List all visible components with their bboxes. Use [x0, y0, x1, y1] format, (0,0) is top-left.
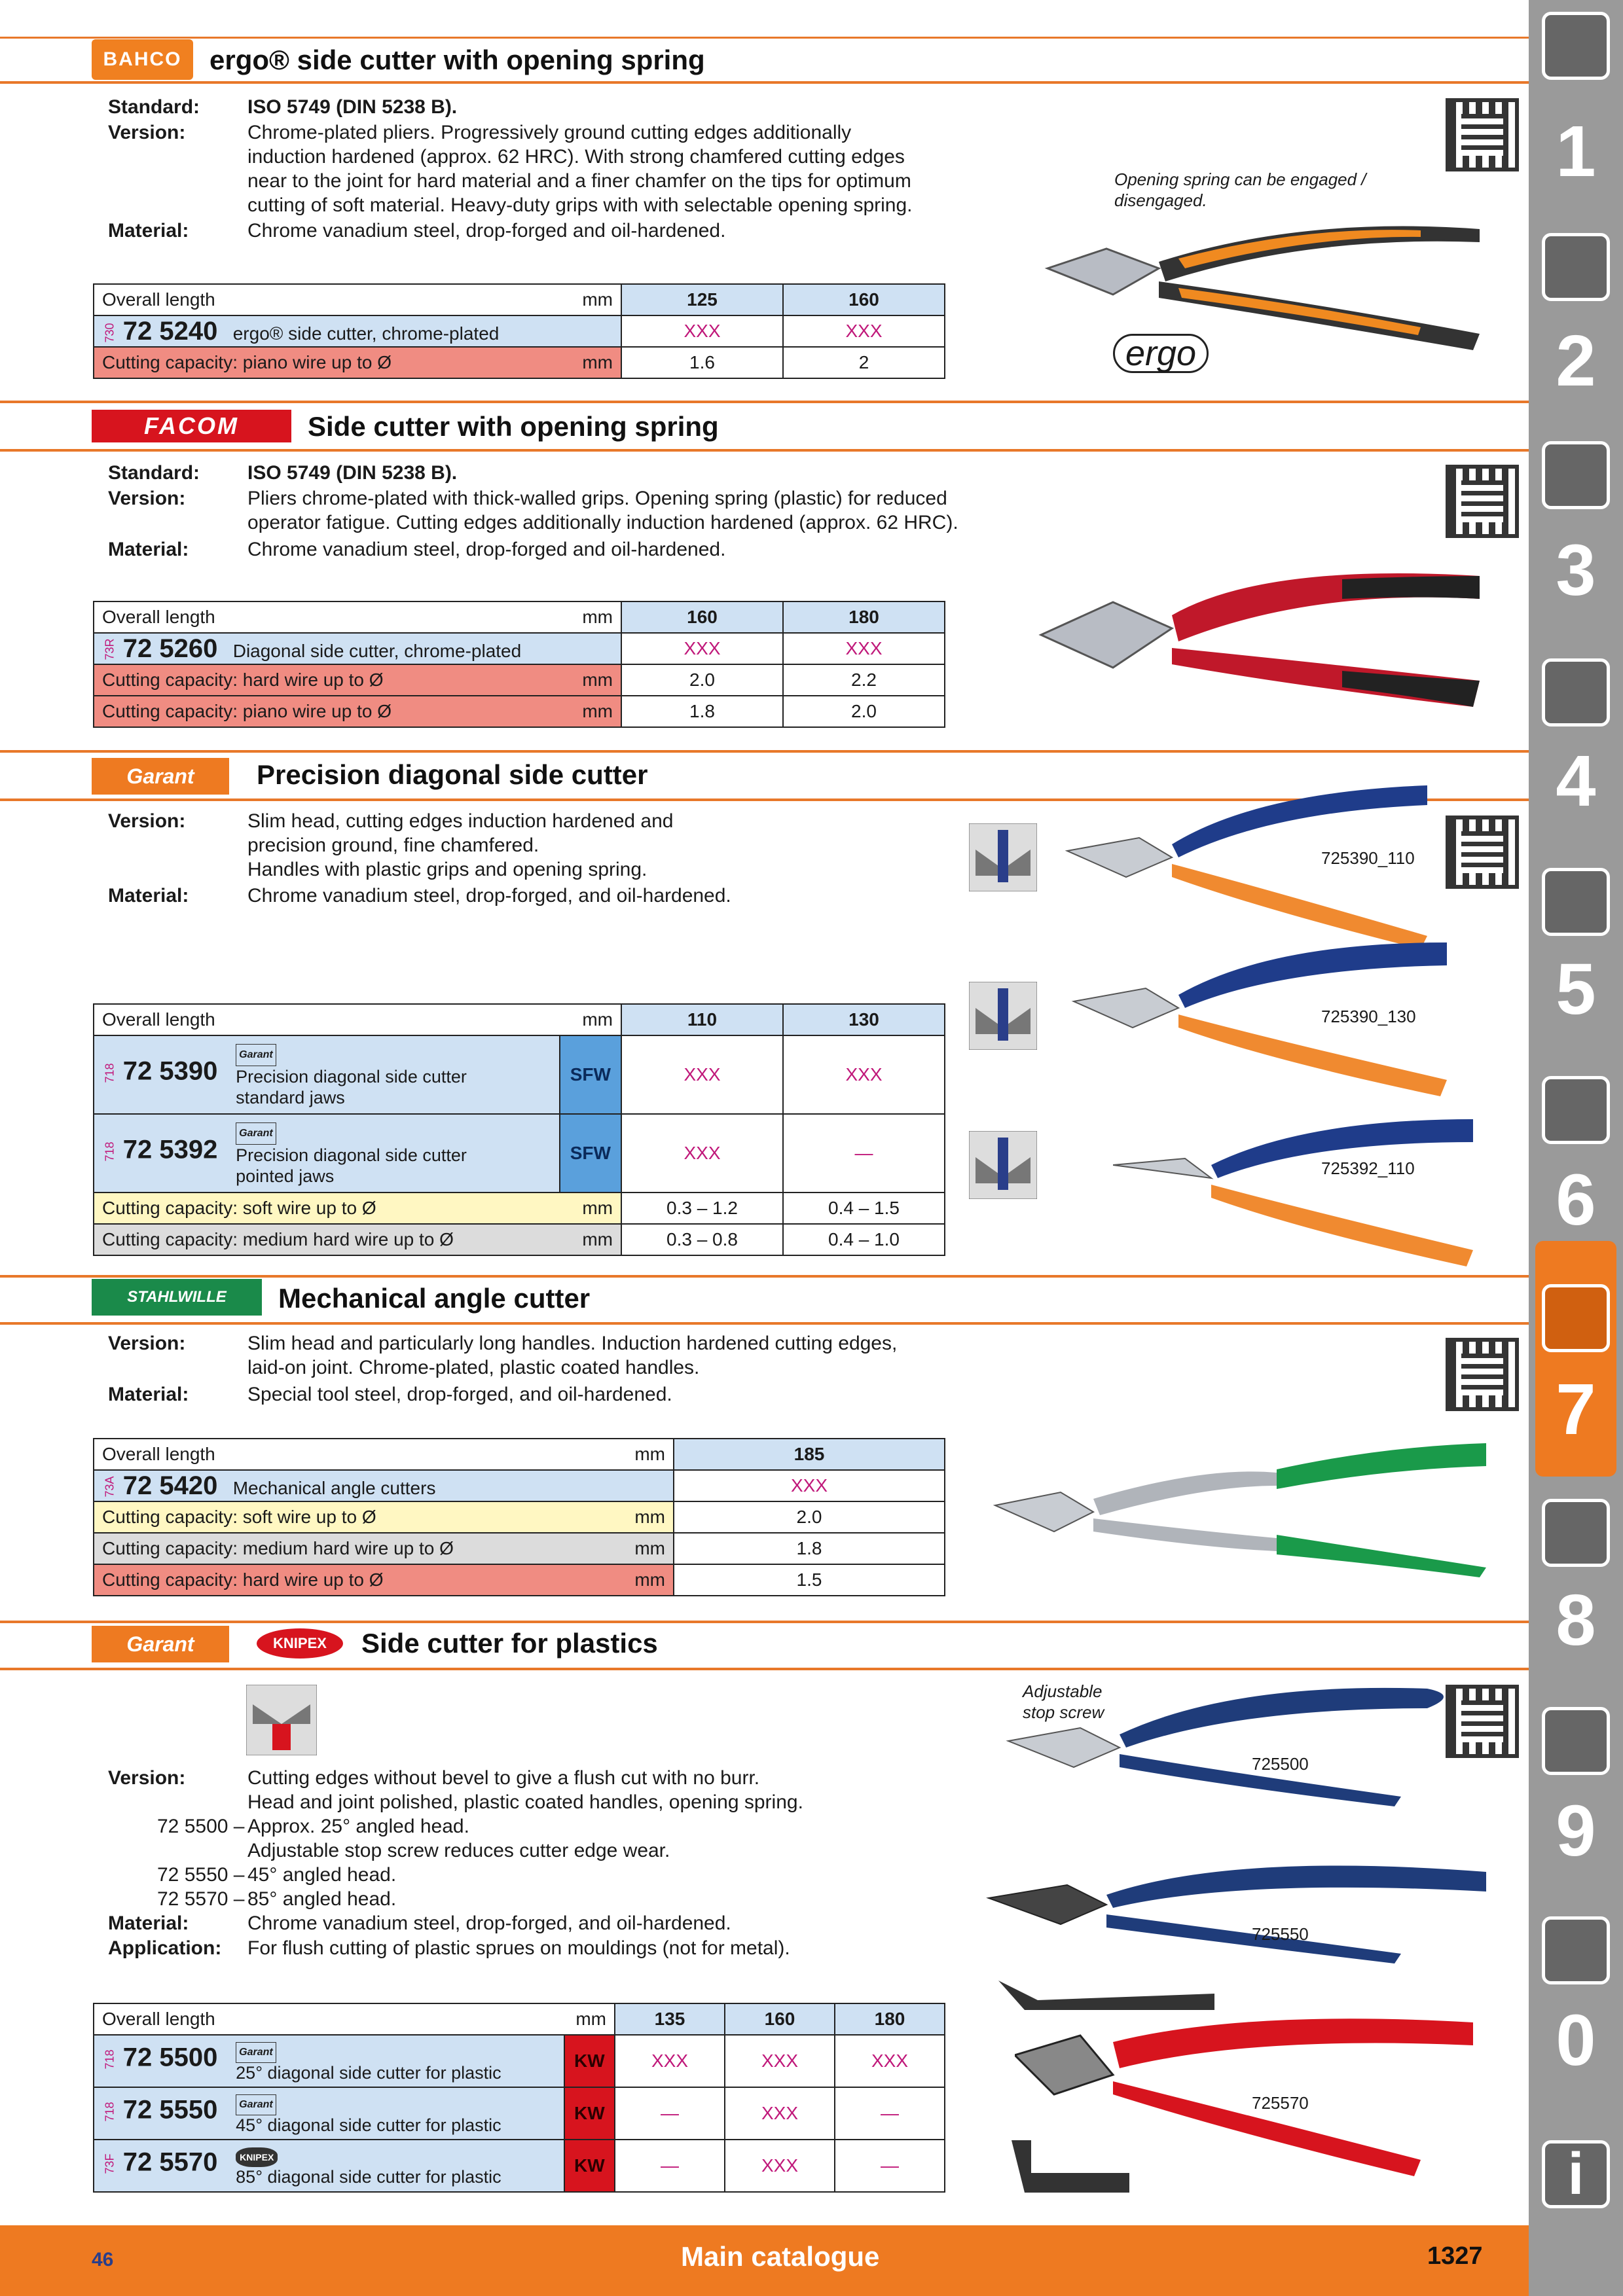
product-table-angle-cutter: Overall length mm 185 73A 72 5420 Mechanical angle cutters XXX Cutting capacity: soft wire up to Ø mm 2.0 Cutting capacity: medium hard wire up to Ø mm 1.8 Cutting capacity: hard wire up to Ø mm 1.5 — [93, 1438, 945, 1596]
image-label: 725392_110 — [1321, 1158, 1415, 1178]
material-label: Material: — [108, 1384, 189, 1405]
section-title-angle-cutter: Mechanical angle cutter — [278, 1283, 591, 1314]
version-label: Version: — [108, 1333, 186, 1354]
chapter-6-tab[interactable]: 6 — [1556, 1160, 1596, 1240]
chapter-4-tab[interactable]: 4 — [1556, 741, 1596, 821]
price-cell: XXX — [783, 633, 945, 664]
variant-key: 72 5570 – — [157, 1888, 245, 1910]
image-label: 725550 — [1252, 1924, 1309, 1944]
chapter-5-tab[interactable]: 5 — [1556, 949, 1596, 1030]
section-divider — [0, 1621, 1529, 1623]
chapter-8-tab[interactable]: 8 — [1556, 1580, 1596, 1660]
version-label: Version: — [108, 1767, 186, 1789]
angle-cutter-image — [989, 1433, 1499, 1577]
version-text: Slim head, cutting edges induction hardened and precision ground, fine chamfered. Handles with plastic grips and opening spring. — [247, 810, 674, 880]
knipex-logo: KNIPEX — [257, 1628, 343, 1659]
section-title-facom-side-cutter: Side cutter with opening spring — [308, 411, 719, 442]
standard-label: Standard: — [108, 96, 200, 118]
table-row[interactable]: 718 72 5500 Garant 25° diagonal side cutter for plastic KW XXX XXX XXX — [94, 2035, 945, 2087]
capacity-row: Cutting capacity: hard wire up to Ø mm 1.5 — [94, 1564, 945, 1596]
price-cell: XXX — [621, 633, 783, 664]
section-divider — [0, 81, 1529, 84]
price-cell: XXX — [621, 315, 783, 347]
jaw-profile-icon — [969, 1131, 1037, 1199]
overall-length-label: Overall length mm — [94, 284, 621, 315]
image-label: 725390_110 — [1321, 848, 1415, 868]
cabinet-icon[interactable] — [1542, 1707, 1610, 1775]
price-cell: XXX — [783, 315, 945, 347]
image-label: 725390_130 — [1321, 1007, 1416, 1026]
version-label: Version: — [108, 810, 186, 832]
version-line: Adjustable stop screw reduces cutter edge wear. — [247, 1840, 670, 1861]
table-row[interactable]: 730 72 5240 ergo® side cutter, chrome-plated XXX XXX — [94, 315, 945, 347]
opening-spring-note: Opening spring can be engaged / disengaged. — [1114, 170, 1366, 210]
table-row[interactable]: 718 72 5390 Garant Precision diagonal side cutter standard jaws SFW XXX XXX — [94, 1035, 945, 1114]
section-divider — [0, 750, 1529, 753]
qr-code-icon[interactable] — [1446, 1338, 1519, 1411]
stahlwille-logo: STAHLWILLE — [92, 1279, 262, 1316]
article-number: 72 5420 — [122, 1471, 218, 1500]
section-divider — [0, 449, 1529, 452]
material-value: Chrome vanadium steel, drop-forged, and oil-hardened. — [247, 885, 731, 906]
plastics-cutter-25-image — [1002, 1676, 1486, 1806]
capacity-row: Cutting capacity: hard wire up to Ø mm 2.0 2.2 — [94, 664, 945, 696]
version-label: Version: — [108, 122, 186, 143]
capacity-row: Cutting capacity: soft wire up to Ø mm 2.0 — [94, 1501, 945, 1533]
section-divider — [0, 401, 1529, 403]
variant-key: 72 5550 – — [157, 1864, 245, 1886]
chapter-7-tab[interactable]: 7 — [1556, 1369, 1596, 1450]
facom-side-cutter-image — [1028, 550, 1499, 713]
version-line: 85° angled head. — [247, 1888, 397, 1910]
capacity-row: Cutting capacity: medium hard wire up to Ø mm 1.8 — [94, 1533, 945, 1564]
product-table-precision: Overall length mm 110 130 718 72 5390 Garant Precision diagonal side cutter standard jaws SFW XXX XXX 718 72 5392 Garant Precision diagonal side cutter pointed jaws SFW XXX — Cutting capacity: soft wire up to Ø mm 0.3 – 1.2 0.4 – 1.5 Cutting capacity: medium hard wire up to Ø mm 0.3 – 0.8 0.4 – 1.0 — [93, 1003, 945, 1256]
precision-cutter-image — [1113, 1113, 1480, 1270]
application-value: For flush cutting of plastic sprues on mouldings (not for metal). — [247, 1937, 790, 1959]
screwdriver-wrench-icon[interactable] — [1542, 1076, 1610, 1144]
table-row[interactable]: 718 72 5392 Garant Precision diagonal side cutter pointed jaws SFW XXX — — [94, 1114, 945, 1193]
section-divider — [0, 37, 1529, 39]
image-label: 725500 — [1252, 1754, 1309, 1774]
product-table-plastics-cutter: Overall length mm 135 160 180 718 72 5500 Garant 25° diagonal side cutter for plastic KW XXX XXX XXX 718 72 5550 Garant 45° diagonal side cutter for plastic KW — XXX — 73F 72 5570 KNIPEX 85° diagonal side cutter for plastic KW — XXX — — [93, 2003, 945, 2193]
flush-cut-profile-icon — [246, 1685, 317, 1755]
size-col: 125 — [621, 284, 783, 315]
section-divider — [0, 1275, 1529, 1278]
section-divider — [0, 1322, 1529, 1325]
material-label: Material: — [108, 220, 189, 242]
chapter-3-tab[interactable]: 3 — [1556, 530, 1596, 611]
version-text: Chrome-plated pliers. Progressively ground cutting edges additionally induction hardened (approx. 62 HRC). With strong chamfered cutting edges near to the joint for hard material and a finer chamfer on the tips for optimum cutting of soft material. Heavy-duty grips with with selectable opening spring. — [247, 122, 913, 216]
qr-code-icon[interactable] — [1446, 98, 1519, 171]
table-row[interactable]: 73F 72 5570 KNIPEX 85° diagonal side cutter for plastic KW — XXX — — [94, 2140, 945, 2192]
article-number: 72 5390 — [122, 1056, 218, 1086]
plastics-cutter-jaw-detail — [1005, 2140, 1136, 2206]
page-number-left: 46 — [92, 2249, 114, 2270]
article-number: 72 5550 — [122, 2095, 218, 2125]
section-title-precision-cutter: Precision diagonal side cutter — [257, 759, 648, 790]
ergo-side-cutter-image — [1028, 190, 1499, 360]
version-line: Approx. 25° angled head. — [247, 1816, 469, 1837]
garant-logo: Garant — [92, 758, 229, 795]
capacity-row: Cutting capacity: piano wire up to Ø mm 1.8 2.0 — [94, 696, 945, 727]
catalogue-title: Main catalogue — [681, 2241, 880, 2272]
table-row[interactable]: 73A 72 5420 Mechanical angle cutters XXX — [94, 1470, 945, 1501]
version-line: 45° angled head. — [247, 1864, 397, 1886]
pliers-hammer-icon[interactable] — [1542, 1284, 1610, 1352]
size-col: 160 — [783, 284, 945, 315]
garant-mini-logo: Garant — [236, 1044, 276, 1066]
version-label: Version: — [108, 488, 186, 509]
material-label: Material: — [108, 1912, 189, 1934]
section-title-ergo-side-cutter: ergo® side cutter with opening spring — [210, 45, 705, 75]
material-value: Chrome vanadium steel, drop-forged and oil-hardened. — [247, 220, 726, 242]
article-number: 72 5392 — [122, 1135, 218, 1164]
standard-value: ISO 5749 (DIN 5238 B). — [247, 462, 458, 484]
jaw-profile-icon — [969, 823, 1037, 891]
garant-mini-logo: Garant — [236, 1122, 276, 1145]
chapter-1-tab[interactable]: 1 — [1556, 111, 1596, 192]
plastics-cutter-45-image — [982, 1846, 1493, 1964]
jaw-profile-icon — [969, 982, 1037, 1050]
tool-holder-icon[interactable] — [1542, 441, 1610, 509]
table-row[interactable]: 73R 72 5260 Diagonal side cutter, chrome-plated XXX XXX — [94, 633, 945, 664]
safety-gear-icon[interactable] — [1542, 1916, 1610, 1984]
material-label: Material: — [108, 539, 189, 560]
material-value: Special tool steel, drop-forged, and oil-hardened. — [247, 1384, 672, 1405]
chapter-0-tab[interactable]: 0 — [1556, 2000, 1596, 2081]
bahco-logo: BAHCO — [92, 39, 193, 80]
version-line: Head and joint polished, plastic coated handles, opening spring. — [247, 1791, 803, 1813]
section-title-plastics-cutter: Side cutter for plastics — [361, 1628, 658, 1659]
variant-key: 72 5500 – — [157, 1816, 245, 1837]
caliper-icon[interactable] — [1542, 658, 1610, 726]
chapter-2-tab[interactable]: 2 — [1556, 321, 1596, 401]
qr-code-icon[interactable] — [1446, 465, 1519, 538]
standard-value: ISO 5749 (DIN 5238 B). — [247, 96, 458, 118]
product-table-facom: Overall length mm 160 180 73R 72 5260 Diagonal side cutter, chrome-plated XXX XXX Cutting capacity: hard wire up to Ø mm 2.0 2.2 Cutting capacity: piano wire up to Ø mm 1.8 2.0 — [93, 601, 945, 728]
garant-logo: Garant — [92, 1626, 229, 1662]
saw-blade-icon[interactable] — [1542, 868, 1610, 936]
article-number: 72 5240 — [122, 316, 218, 346]
product-table-ergo — [93, 283, 945, 379]
insert-icon[interactable] — [1542, 233, 1610, 301]
article-number: 72 5260 — [122, 634, 218, 663]
capacity-row: Cutting capacity: soft wire up to Ø mm 0.3 – 1.2 0.4 – 1.5 — [94, 1193, 945, 1224]
info-icon[interactable]: i — [1542, 2140, 1610, 2208]
qr-code-icon[interactable] — [1446, 816, 1519, 889]
version-text: Pliers chrome-plated with thick-walled grips. Opening spring (plastic) for reduced operator fatigue. Cutting edges additionally induction hardened (approx. 62 HRC). — [247, 488, 958, 533]
adjustable-stop-screw-note: Adjustable stop screw — [1023, 1681, 1104, 1722]
facom-logo: FACOM — [92, 410, 291, 442]
capacity-row: Cutting capacity: medium hard wire up to Ø mm 0.3 – 0.8 0.4 – 1.0 — [94, 1224, 945, 1255]
material-label: Material: — [108, 885, 189, 906]
material-value: Chrome vanadium steel, drop-forged and oil-hardened. — [247, 539, 726, 560]
application-label: Application: — [108, 1937, 222, 1959]
section-divider — [0, 1668, 1529, 1670]
material-value: Chrome vanadium steel, drop-forged, and oil-hardened. — [247, 1912, 731, 1934]
version-text: Slim head and particularly long handles. Induction hardened cutting edges, laid-on joint. Chrome-plated, plastic coated handles. — [247, 1333, 898, 1378]
article-number: 72 5570 — [122, 2147, 218, 2177]
chapter-9-tab[interactable]: 9 — [1556, 1791, 1596, 1871]
version-line: Cutting edges without bevel to give a flush cut with no burr. — [247, 1767, 760, 1789]
article-number: 72 5500 — [122, 2043, 218, 2072]
image-label: 725570 — [1252, 2093, 1309, 2113]
ergo-logo: ergo — [1113, 334, 1209, 373]
page-number-right: 1327 — [1427, 2242, 1483, 2270]
capacity-row: Cutting capacity: piano wire up to Ø mm 1.6 2 — [94, 347, 945, 378]
workshop-icon[interactable] — [1542, 1499, 1610, 1567]
drill-icon[interactable] — [1542, 12, 1610, 80]
table-row[interactable]: 718 72 5550 Garant 45° diagonal side cutter for plastic KW — XXX — — [94, 2087, 945, 2140]
standard-label: Standard: — [108, 462, 200, 484]
